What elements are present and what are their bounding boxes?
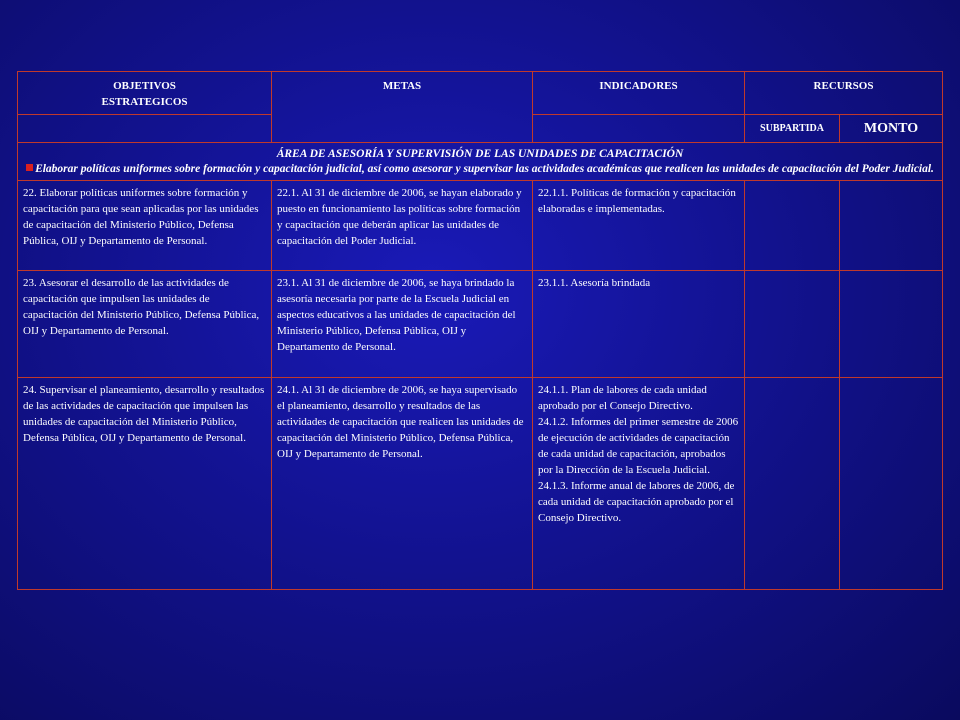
subpartida-cell	[745, 271, 840, 378]
indicador-cell	[533, 271, 745, 378]
bullet-icon	[26, 164, 33, 171]
table-row	[18, 181, 943, 271]
area-banner	[18, 143, 943, 181]
area-title: ÁREA DE ASESORÍA Y SUPERVISIÓN DE LAS UNIDADES DE CAPACITACIÓN	[276, 148, 684, 160]
table-row	[18, 378, 943, 590]
header-recursos: RECURSOS	[745, 72, 943, 115]
header-indicadores: INDICADORES	[533, 72, 745, 115]
monto-cell	[840, 378, 943, 590]
meta-cell: 22.1. Al 31 de diciembre de 2006, se hayan elaborado y puesto en funcionamiento las políticas sobre formación y capacitación que deberán aplicar las unidades de capacitación del Poder Judicial.	[272, 181, 533, 271]
objetivo-cell: 23. Asesorar el desarrollo de las actividades de capacitación que impulsen las unidades de capacitación del Ministerio Público, Defensa Pública, OIJ y Departamento de Personal.	[18, 271, 272, 378]
indicador-item: 24.1.1. Plan de labores de cada unidad aprobado por el Consejo Directivo.	[538, 384, 707, 412]
indicador-item: 22.1.1. Políticas de formación y capacitación elaboradas e implementadas.	[538, 187, 736, 215]
indicador-item: 24.1.2. Informes del primer semestre de 2006 de ejecución de actividades de capacitación de cada unidad de capacitación, aprobados por la Dirección de la Escuela Judicial.	[538, 416, 739, 476]
header-metas: METAS	[272, 72, 533, 143]
plan-table	[17, 71, 943, 590]
meta-cell: 24.1. Al 31 de diciembre de 2006, se haya supervisado el planeamiento, desarrollo y resultados de las actividades de capacitación que realicen las unidades de capacitación del Ministerio Público, Defensa Pública, OIJ y Departamento de Personal.	[272, 378, 533, 590]
monto-cell	[840, 181, 943, 271]
objetivo-cell: 22. Elaborar políticas uniformes sobre formación y capacitación para que sean aplicadas por las unidades de capacitación del Ministerio Público, Defensa Pública, OIJ y Departamento de Personal.	[18, 181, 272, 271]
header-monto: MONTO	[840, 115, 943, 143]
indicador-cell	[533, 378, 745, 590]
subpartida-cell	[745, 378, 840, 590]
indicador-cell	[533, 181, 745, 271]
header-objetivos-line2: ESTRATEGICOS	[101, 96, 188, 108]
area-objective: Elaborar políticas uniformes sobre formación y capacitación judicial, así como asesorar y supervisar las actividades académicas que realicen las unidades de capacitación del Poder Judicial.	[35, 163, 934, 175]
objetivo-cell: 24. Supervisar el planeamiento, desarrollo y resultados de las actividades de capacitación que impulsen las unidades de capacitación del Ministerio Público, Defensa Pública, OIJ y Departamento de Personal.	[18, 378, 272, 590]
indicador-item: 23.1.1. Asesoría brindada	[538, 277, 651, 289]
monto-cell	[840, 271, 943, 378]
area-objective-wrap	[26, 163, 934, 175]
header-objetivos-line1: OBJETIVOS	[113, 80, 176, 92]
meta-cell: 23.1. Al 31 de diciembre de 2006, se haya brindado la asesoría necesaria por parte de la Escuela Judicial en aspectos educativos a las unidades de capacitación del Ministerio Público, Defensa Pública, OIJ y Departamento de Personal.	[272, 271, 533, 378]
header-objetivos	[18, 72, 272, 115]
table-row	[18, 271, 943, 378]
subpartida-cell	[745, 181, 840, 271]
header-objetivos-blank	[18, 115, 272, 143]
indicador-item: 24.1.3. Informe anual de labores de 2006, de cada unidad de capacitación aprobado por el Consejo Directivo.	[538, 480, 735, 524]
header-indicadores-blank	[533, 115, 745, 143]
header-subpartida: SUBPARTIDA	[745, 115, 840, 143]
